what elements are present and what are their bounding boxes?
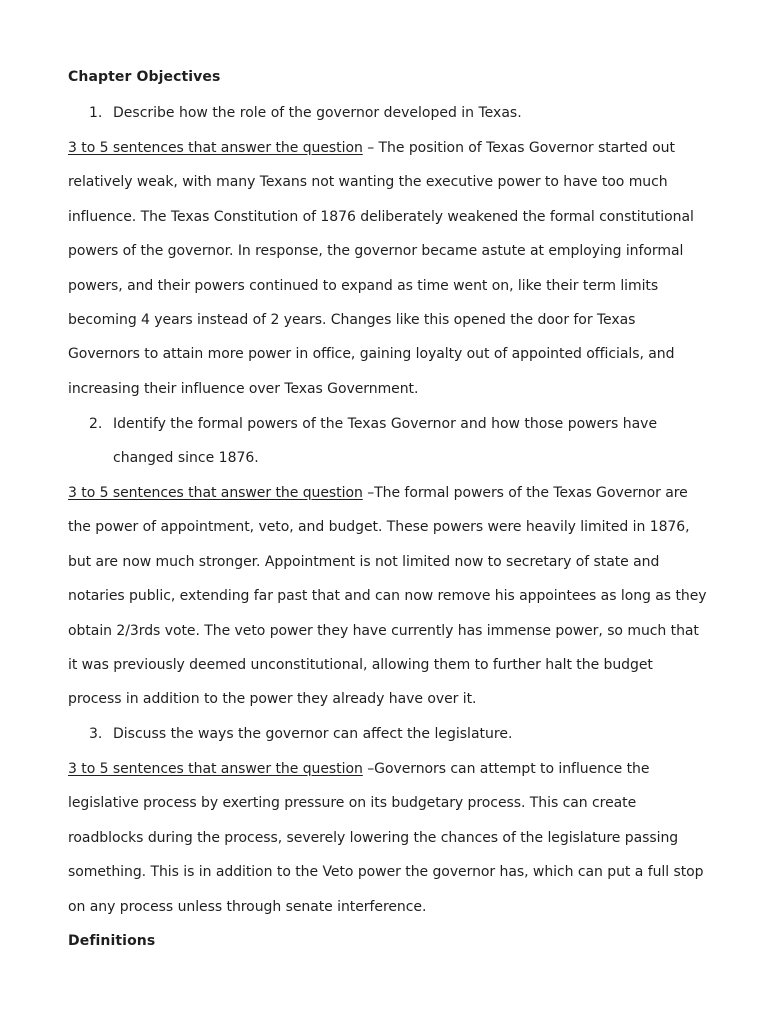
objective-2-number: 2.	[89, 416, 103, 432]
objective-1-answer	[68, 131, 708, 406]
objective-3-question-text: Discuss the ways the governor can affect the legislature.	[113, 726, 513, 742]
objective-3-question	[89, 717, 709, 751]
objective-2-answer-text: –The formal powers of the Texas Governor are the power of appointment, veto, and budget. These powers were heavily limited in 1876, but are now much stronger. Appointment is not limited now to secretary of state and notaries public, extending far past that and can now remove his appointees as long as they obtain 2/3rds vote. The veto power they have currently has immense power, so much that it was previously deemed unconstitutional, allowing them to further halt the budget process in addition to the power they already have over it.	[68, 485, 707, 708]
objective-2-answer	[68, 476, 708, 717]
objective-2-question	[89, 407, 709, 476]
objective-1-answer-text: – The position of Texas Governor started out relatively weak, with many Texans not wanting the executive power to have too much influence. The Texas Constitution of 1876 deliberately weakened the formal constitutional powers of the governor. In response, the governor became astute at employing informal powers, and their powers continued to expand as time went on, like their term limits becoming 4 years instead of 2 years. Changes like this opened the door for Texas Governors to attain more power in office, gaining loyalty out of appointed officials, and increasing their influence over Texas Government.	[68, 140, 694, 397]
objective-3-number: 3.	[89, 726, 103, 742]
objective-2-lead: 3 to 5 sentences that answer the question	[68, 485, 363, 501]
objective-2-question-text: Identify the formal powers of the Texas Governor and how those powers have changed since 1876.	[113, 416, 658, 467]
objective-1-question-text: Describe how the role of the governor developed in Texas.	[113, 105, 522, 121]
objective-3-answer	[68, 752, 708, 924]
objective-3-lead: 3 to 5 sentences that answer the question	[68, 761, 363, 777]
objective-1-number: 1.	[89, 105, 103, 121]
heading-definitions: Definitions	[68, 933, 156, 949]
heading-chapter-objectives: Chapter Objectives	[68, 69, 221, 85]
objective-3-answer-text: –Governors can attempt to influence the legislative process by exerting pressure on its budgetary process. This can create roadblocks during the process, severely lowering the chances of the legislature passing something. This is in addition to the Veto power the governor has, which can put a full stop on any process unless through senate interference.	[68, 761, 704, 915]
objective-1-lead: 3 to 5 sentences that answer the question	[68, 140, 363, 156]
objective-1-question	[89, 96, 709, 130]
